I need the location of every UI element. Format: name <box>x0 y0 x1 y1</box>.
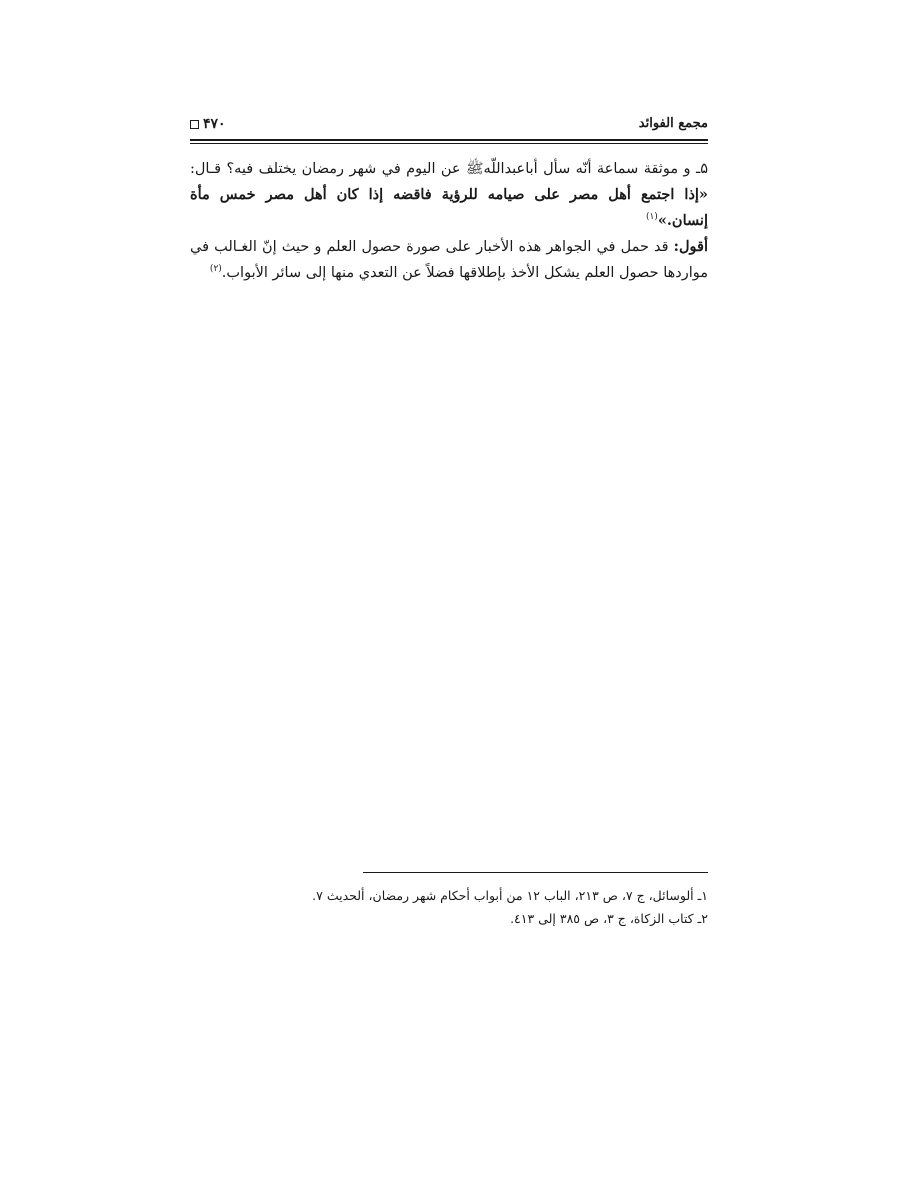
page-number: ۴۷۰ <box>203 116 226 132</box>
paragraph-1 <box>190 156 708 234</box>
book-page <box>190 0 708 1200</box>
running-header <box>190 114 708 136</box>
footnote-ref-2: (۲) <box>209 264 222 275</box>
header-rule-thin <box>190 143 708 144</box>
square-icon <box>190 120 199 129</box>
paragraph-2-text: قد حمل في الجواهر هذه الأخبار على صورة حصول العلم و حيث إنّ الغـالب في مواردها حصول العلم يشكل الأخذ بإطلاقها فضلاً عن التعدي منها إلى سائر الأبواب. <box>190 239 708 281</box>
paragraph-1-question: عن اليوم في شهر رمضان يختلف فيه؟ قـال: <box>190 161 467 177</box>
honorific-glyph: ﷺ <box>466 161 484 177</box>
running-title: مجمع الفوائد <box>638 116 708 131</box>
page-number-group <box>190 116 226 132</box>
paragraph-2-lead: أقول: <box>673 238 708 255</box>
paragraph-1-intro: ۵ـ و موثقة سماعة أنّه سأل أباعبداللّه <box>483 161 708 177</box>
footnote-separator <box>363 872 708 873</box>
main-text <box>190 156 708 286</box>
footnotes <box>190 884 708 930</box>
footnote-1: ١ـ ألوسائل، ج ٧، ص ٢١٣، الباب ١٢ من أبواب أحكام شهر رمضان، ألحديث ٧. <box>312 888 708 903</box>
header-rule-thick <box>190 139 708 141</box>
footnote-ref-1: (۱) <box>645 212 658 223</box>
footnote-2: ٢ـ كتاب الزكاة، ج ٣، ص ٣٨٥ إلى ٤١٣. <box>510 911 708 926</box>
paragraph-2 <box>190 234 708 286</box>
hadith-quote: «إذا اجتمع أهل مصر على صيامه للرؤية فاقضه إذا كان أهل مصر خمس مأة إنسان.» <box>190 186 708 229</box>
